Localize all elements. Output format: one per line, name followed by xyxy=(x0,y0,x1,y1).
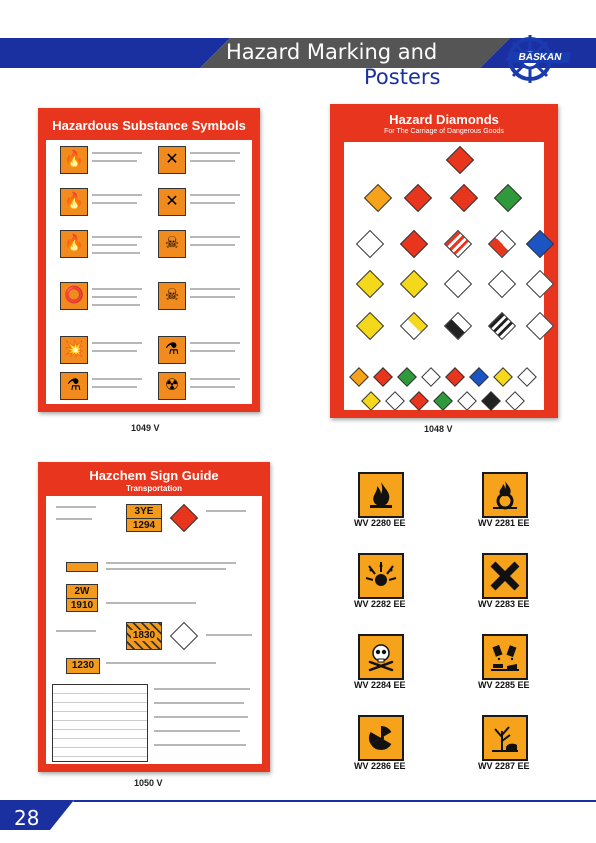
cross-icon: ✕ xyxy=(158,146,186,174)
explosion-icon xyxy=(358,553,404,599)
corrosive-icon: ⚗ xyxy=(158,336,186,364)
cross-icon xyxy=(482,553,528,599)
flame-icon: 🔥 xyxy=(60,230,88,258)
sign-code: WV 2280 EE xyxy=(354,518,406,528)
page-number: 28 xyxy=(14,806,40,830)
diamond-small-icon xyxy=(409,391,429,411)
diamond-misc-icon xyxy=(488,312,516,340)
diamond-small-icon xyxy=(445,367,465,387)
un-number: 1230 xyxy=(71,660,95,671)
environment-icon xyxy=(482,715,528,761)
skull-crossbones-icon: ☠ xyxy=(158,282,186,310)
hazchem-panel xyxy=(66,658,100,674)
poster-hazard-diamonds xyxy=(330,104,558,418)
diamond-toxic-icon xyxy=(356,230,384,258)
diamond-flammable-icon xyxy=(404,184,432,212)
diamond-flammable-solid-icon xyxy=(444,230,472,258)
diamond-small-icon xyxy=(421,367,441,387)
flame-over-circle-icon: ⭕ xyxy=(60,282,88,310)
diamond-dangerous-when-wet-icon xyxy=(526,230,554,258)
diamond-toxic-icon xyxy=(170,622,198,650)
poster-body xyxy=(46,496,262,764)
poster-title: Hazardous Substance Symbols xyxy=(52,118,246,133)
logo-text: BASKAN xyxy=(509,52,571,63)
hazchem-code: 3YE xyxy=(134,506,154,517)
diamond-small-icon xyxy=(397,367,417,387)
poster-code: 1048 V xyxy=(424,424,453,434)
hazchem-panel xyxy=(126,622,162,650)
diamond-misc-icon xyxy=(526,312,554,340)
flame-icon xyxy=(358,472,404,518)
hazchem-panel xyxy=(66,584,98,612)
diamond-toxic-icon xyxy=(444,270,472,298)
footer-banner xyxy=(0,800,596,843)
un-number: 1830 xyxy=(132,630,156,641)
diamond-oxidizer-icon xyxy=(400,270,428,298)
diamond-small-icon xyxy=(505,391,525,411)
emergency-code-table xyxy=(52,684,148,762)
diamond-small-icon xyxy=(493,367,513,387)
sign-code: WV 2283 EE xyxy=(478,599,530,609)
flame-icon: 🔥 xyxy=(60,188,88,216)
sign-code: WV 2285 EE xyxy=(478,680,530,690)
diamond-radioactive-icon xyxy=(356,312,384,340)
skull-crossbones-icon: ☠ xyxy=(158,230,186,258)
diamond-gas-icon xyxy=(494,184,522,212)
poster-title: Hazard Diamonds xyxy=(389,112,499,127)
diamond-small-icon xyxy=(361,391,381,411)
poster-hazardous-substance-symbols xyxy=(38,108,260,412)
diamond-infectious-icon xyxy=(526,270,554,298)
orange-panel xyxy=(66,562,98,572)
corrosive-icon: ⚗ xyxy=(60,372,88,400)
diamond-small-icon xyxy=(349,367,369,387)
diamond-explosive-icon xyxy=(364,184,392,212)
diamond-radioactive-icon xyxy=(400,312,428,340)
diamond-small-icon xyxy=(481,391,501,411)
explosion-icon: 💥 xyxy=(60,336,88,364)
poster-body xyxy=(344,142,544,410)
diamond-flammable-icon xyxy=(446,146,474,174)
diamond-small-icon xyxy=(469,367,489,387)
diamond-harmful-icon xyxy=(488,270,516,298)
page-subtitle: Posters xyxy=(364,65,441,89)
diamond-corrosive-icon xyxy=(444,312,472,340)
sign-code: WV 2286 EE xyxy=(354,761,406,771)
diamond-small-icon xyxy=(433,391,453,411)
diamond-small-icon xyxy=(517,367,537,387)
poster-body xyxy=(46,140,252,404)
diamond-flammable-icon xyxy=(450,184,478,212)
flame-over-circle-icon xyxy=(482,472,528,518)
diamond-spontaneous-icon xyxy=(488,230,516,258)
diamond-small-icon xyxy=(457,391,477,411)
diamond-small-icon xyxy=(385,391,405,411)
corrosive-icon xyxy=(482,634,528,680)
flame-icon: 🔥 xyxy=(60,146,88,174)
poster-title: Hazchem Sign Guide xyxy=(89,468,219,483)
sign-code: WV 2282 EE xyxy=(354,599,406,609)
poster-code: 1049 V xyxy=(131,423,160,433)
radiation-icon: ☢ xyxy=(158,372,186,400)
skull-crossbones-icon xyxy=(358,634,404,680)
un-number: 1294 xyxy=(127,518,161,532)
poster-code: 1050 V xyxy=(134,778,163,788)
sign-code: WV 2281 EE xyxy=(478,518,530,528)
sign-code: WV 2287 EE xyxy=(478,761,530,771)
poster-subtitle: For The Carriage of Dangerous Goods xyxy=(384,128,504,135)
diamond-flammable-icon xyxy=(170,504,198,532)
diamond-flammable-icon xyxy=(400,230,428,258)
diamond-oxidizer-icon xyxy=(356,270,384,298)
page-title: Hazard Marking and xyxy=(226,40,438,64)
un-number: 1910 xyxy=(67,598,97,612)
poster-subtitle: Transportation xyxy=(125,484,182,493)
diamond-small-icon xyxy=(373,367,393,387)
hazchem-panel xyxy=(126,504,162,532)
hazchem-code: 2W xyxy=(74,586,90,597)
poster-hazchem-sign-guide xyxy=(38,462,270,772)
radiation-icon xyxy=(358,715,404,761)
cross-icon: ✕ xyxy=(158,188,186,216)
sign-code: WV 2284 EE xyxy=(354,680,406,690)
